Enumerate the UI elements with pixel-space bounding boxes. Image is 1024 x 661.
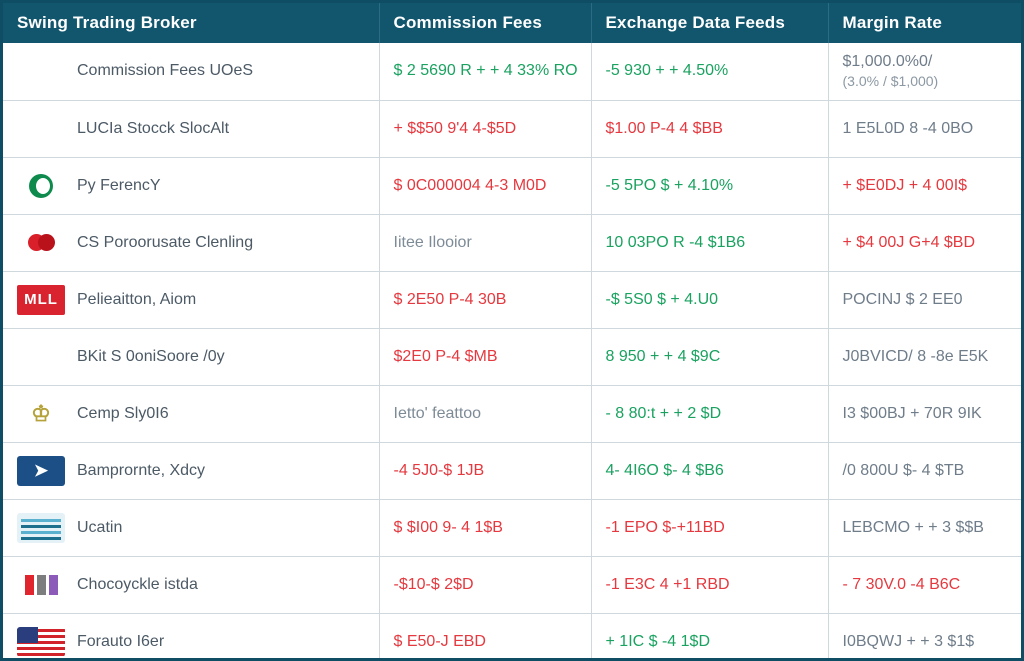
cell-commission-value: $ E50-J EBD [393,632,486,650]
broker-logo-bars [17,570,65,600]
cell-feeds [591,385,828,442]
cell-commission [379,442,591,499]
cell-margin-value: + $E0DJ + 4 00I$ [842,176,968,194]
broker-logo-placeholder [17,342,65,372]
cell-broker[interactable] [3,328,379,385]
broker-name: Ucatin [77,518,123,536]
cell-commission-value: Iitee Ilooior [393,233,472,251]
cell-commission-value: $2E0 P-4 $MB [393,347,498,365]
column-header-feeds[interactable]: Exchange Data Feeds [591,3,828,43]
table-row[interactable] [3,214,1021,271]
cell-margin [828,613,1021,661]
cell-commission-value: $ $I00 9- 4 1$B [393,518,503,536]
cell-feeds [591,100,828,157]
table-row[interactable] [3,157,1021,214]
cell-feeds-value: -1 EPO $-+11BD [605,518,725,536]
cell-margin [828,328,1021,385]
cell-margin-value: /0 800U $- 4 $TB [842,461,965,479]
broker-name: Forauto I6er [77,632,165,650]
table-row[interactable] [3,43,1021,100]
cell-margin-subvalue: (3.0% / $1,000) [842,73,939,90]
cell-margin-value: - 7 30V.0 -4 B6C [842,575,961,593]
cell-feeds-value: $1.00 P-4 4 $BB [605,119,723,137]
cell-broker[interactable] [3,499,379,556]
cell-feeds [591,328,828,385]
cell-broker[interactable] [3,385,379,442]
cell-margin [828,556,1021,613]
table-header [3,3,1021,43]
broker-name: Py FerencY [77,176,161,194]
broker-name: Commission Fees UOeS [77,62,254,80]
cell-commission [379,613,591,661]
cell-margin [828,385,1021,442]
cell-feeds [591,499,828,556]
cell-broker[interactable] [3,442,379,499]
cell-commission-value: -4 5J0-$ 1JB [393,461,485,479]
table-row[interactable] [3,499,1021,556]
cell-feeds [591,556,828,613]
broker-logo-green-ring [17,171,65,201]
cell-margin-value: I0BQWJ + + 3 $1$ [842,632,975,650]
table-row[interactable] [3,271,1021,328]
cell-margin-value: J0BVICD/ 8 -8e E5K [842,347,989,365]
cell-feeds-value: -5 930 + + 4.50% [605,62,729,80]
cell-commission-value: -$10-$ 2$D [393,575,474,593]
cell-commission [379,100,591,157]
cell-feeds-value: - 8 80:t + + 2 $D [605,404,722,422]
broker-logo-red-swirl [17,228,65,258]
cell-margin-value: 1 E5L0D 8 -4 0BO [842,119,974,137]
table-row[interactable] [3,100,1021,157]
cell-broker[interactable] [3,556,379,613]
table-row[interactable] [3,442,1021,499]
cell-commission [379,271,591,328]
broker-name: CS Poroorusate Clenling [77,233,254,251]
cell-feeds-value: 10 03PO R -4 $1B6 [605,233,746,251]
broker-name: Chocoyckle istda [77,575,198,593]
cell-commission-value: $ 0C000004 4-3 M0D [393,176,547,194]
broker-name: Pelieaitton, Aiom [77,290,197,308]
broker-logo-red-box: MLL [17,285,65,315]
cell-feeds-value: + 1IC $ -4 1$D [605,632,710,650]
cell-margin-value: LEBCMO + + 3 $$B [842,518,984,536]
cell-feeds-value: -5 5PO $ + 4.10% [605,176,734,194]
cell-feeds [591,442,828,499]
cell-feeds [591,271,828,328]
cell-broker[interactable] [3,157,379,214]
cell-commission-value: Ietto' feattoo [393,404,482,422]
broker-name: Bamprornte, Xdcy [77,461,206,479]
cell-margin [828,100,1021,157]
cell-feeds [591,43,828,100]
cell-margin [828,157,1021,214]
table-row[interactable] [3,328,1021,385]
cell-feeds-value: 4- 4I6O $- 4 $B6 [605,461,724,479]
table-row[interactable] [3,613,1021,661]
table-row[interactable] [3,556,1021,613]
cell-margin [828,271,1021,328]
cell-feeds [591,214,828,271]
header-row [3,3,1021,43]
cell-broker[interactable] [3,100,379,157]
cell-commission-value: $ 2 5690 R + + 4 33% RO [393,62,578,80]
cell-broker[interactable] [3,214,379,271]
cell-broker[interactable] [3,271,379,328]
table-row[interactable] [3,385,1021,442]
cell-feeds-value: 8 950 + + 4 $9C [605,347,721,365]
cell-commission-value: + $$50 9'4 4-$5D [393,119,517,137]
cell-feeds [591,613,828,661]
cell-margin-value: $1,000.0%0/ [842,53,933,71]
cell-commission [379,556,591,613]
broker-logo-placeholder [17,56,65,86]
cell-commission [379,499,591,556]
cell-feeds [591,157,828,214]
cell-margin [828,214,1021,271]
cell-margin-value: I3 $00BJ + 70R 9IK [842,404,982,422]
cell-commission [379,328,591,385]
broker-logo-crown: ♔ [17,399,65,429]
cell-feeds-value: -$ 5S0 $ + 4.U0 [605,290,719,308]
broker-name: BKit S 0oniSoore /0y [77,347,225,365]
broker-logo-eagle: ➤ [17,456,65,486]
broker-logo-us-flag [17,627,65,657]
table-body [3,43,1021,661]
cell-commission [379,43,591,100]
cell-commission [379,214,591,271]
cell-commission [379,385,591,442]
cell-broker[interactable] [3,43,379,100]
cell-feeds-value: -1 E3C 4 +1 RBD [605,575,730,593]
column-header-margin[interactable]: Margin Rate [828,3,1021,43]
broker-logo-stripes [17,513,65,543]
cell-margin [828,442,1021,499]
broker-comparison-table [3,3,1021,661]
cell-margin [828,43,1021,100]
cell-margin-value: + $4 00J G+4 $BD [842,233,976,251]
broker-logo-placeholder [17,114,65,144]
broker-name: Cemp Sly0I6 [77,404,169,422]
column-header-commission[interactable]: Commission Fees [379,3,591,43]
cell-margin-value: POCINJ $ 2 EE0 [842,290,963,308]
column-header-broker[interactable]: Swing Trading Broker [3,3,379,43]
cell-margin [828,499,1021,556]
cell-broker[interactable] [3,613,379,661]
broker-name: LUCIa Stocck SlocAlt [77,119,230,137]
cell-commission [379,157,591,214]
cell-commission-value: $ 2E50 P-4 30B [393,290,507,308]
